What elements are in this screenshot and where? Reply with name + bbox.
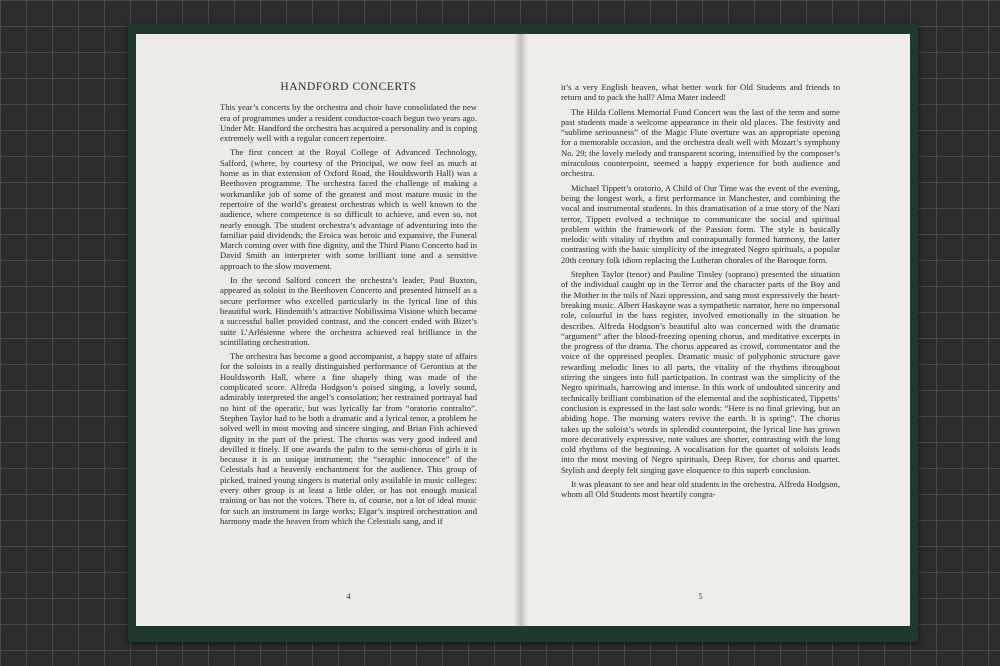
left-page [136, 34, 521, 626]
paragraph: It was pleasant to see and hear old students in the orchestra. Alfreda Hodgson, whom all Old Students most heartily congra- [561, 478, 840, 500]
paragraph: This year’s concerts by the orchestra and choir have consolidated the new era of programmes under a resident conductor-coach begun two years ago. Under Mr. Handford the orchestra has acquired a personality and is coping extremely well with a regular concert repertoire. [220, 102, 477, 144]
page-number: 4 [346, 591, 351, 601]
paragraph: Stephen Taylor (tenor) and Pauline Tinsley (soprano) presented the situation of the individual caught up in the Terror and the character parts of the Boy and the Mother in the toils of Nazi oppression, and sang most expressively the heart-breaking music. Albert Haskayne was a sympathetic narrator, here no impersonal role, colourful in the bass register, involved emotionally in the situation he describes. Alfreda Hodgson’s beautiful alto was concerned with the dramatic “argument” after the blood-freezing opening chorus, and meditative excerpts in the progress of the drama. The chorus appeared as crowd, commentator and the voice of the oppressed peoples. Dramatic music of polyphonic structure gave rewarding melodic lines to all parts, the vitality of the rhythms throughout stirring the singers into full participation. In contrast was the simplicity of the Negro spirituals, harrowing and intense. In this work of undoubted sincerity and technically brilliant combination of the elemental and the sophisticated, Tippetts’ conclusion is expressed in the last solo words: “Here is no final grieving, but an abiding hope. The morning waters revive the earth. It is spring”. The chorus takes up the soloist’s words in splendid counterpoint, the lyrical line has grown more decoratively expressive, note values are shorter, contrasting with the long cold rhythms of the beginning. A vocalisation for the quartet of soloists leads into the most moving of Negro spirituals, Deep River, for chorus and quartet. Stylish and deeply felt singing gave eloquence to this superb conclusion. [561, 269, 840, 475]
right-page [521, 34, 910, 626]
paragraph: it’s a very English heaven, what better work for Old Students and friends to return and to pack the hall? Alma Mater indeed! [561, 82, 840, 103]
paragraph: In the second Salford concert the orchestra’s leader, Paul Buxton, appeared as soloist in the Beethoven Concerto and presented himself as a secure performer who excelled particularly in the lyrical line of this beautiful work. Hindemith’s attractive Nobilissima Visione which became a successful ballet provided contrast, and the concert ended with Bizet’s suite L’Arlésienne where the orchestra achieved real brilliance in the scintillating orchestration. [220, 275, 477, 347]
page-number: 5 [698, 591, 703, 601]
paragraph: Michael Tippett’s oratorio, A Child of Our Time was the event of the evening, being the longest work, a first performance in Manchester, and combining the vocal and instrumental students. In this dramatisation of a true story of the Nazi terror, Tippett evolved a technique to communicate the social and spiritual problem within the framework of the Passion form. The style is basically melodic with vitality of rhythm and contrapuntally formed harmony, the latter contrasting with the basic simplicity of the integrated Negro spirituals, a popular 20th century folk idiom replacing the Lutheran chorales of the Baroque form. [561, 182, 840, 265]
page-title: HANDFORD CONCERTS [280, 81, 417, 93]
paragraph: The Hilda Collens Memorial Fund Concert was the last of the term and some past students made a welcome appearance in their old places. The festivity and “sublime seriousness” of the Magic Flute overture was an appropriate opening for a memorable occasion, and the orchestra dealt well with Mozart’s symphony No. 29; the lovely melody and transparent scoring, intensified by the composer’s miraculous counterpoint, seemed a happy experience for both audience and orchestra. [561, 106, 840, 179]
paragraph: The orchestra has become a good accompanist, a happy state of affairs for the soloists in a really distinguished performance of Gerontius at the Houldsworth Hall, where a fine shapely thing was made of the complicated score. Alfreda Hodgson’s poised singing, a lovely sound, admirably interpreted the angel’s consolation; her restrained portrayal had no hint of the operatic, but was lyrically far from “oratorio contralto”. Stephen Taylor had to be both a dramatic and a lyrical tenor, a problem he solved well in most moving and sincere singing, and Brian Fish achieved dignity in the part of the priest. The chorus was very good indeed and devilled it finely. If one awards the palm to the semi-chorus of girls it is because it is an unique instrument; the “seraphic innocence” of the Celestials had a heavenly enchantment for the audience. This group of picked, trained young singers is material only available in music colleges: every other group is at least a little older, or has not enough musical training or has not the voices. There is, of course, not a lot of ideal music for such an instrument in large works; Elgar’s inspired orchestration and harmony made the heaven from which the Celestials sang, and if [220, 351, 477, 526]
paragraph: The first concert at the Royal College of Advanced Technology, Salford, (where, by courtesy of the Principal, we now feel as much at home as in that extension of Oxford Road, the Houldsworth Hall) was a Beethoven programme. The orchestra faced the challenge of making a workmanlike job of some of the greatest and most mature music in the repertoire of the world’s greatest orchestras which is well known to the audience, where competence is so difficult to achieve, and even so, not nearly enough. The student orchestra’s advantage of adventuring into the familiar paid dividends; the Eroica was heroic and expansive, the Funeral March coming over with fine dignity, and the Third Piano Concerto had in David Smith an interpreter with some brilliant tone and a sensitive approach to the slow movement. [220, 147, 477, 271]
